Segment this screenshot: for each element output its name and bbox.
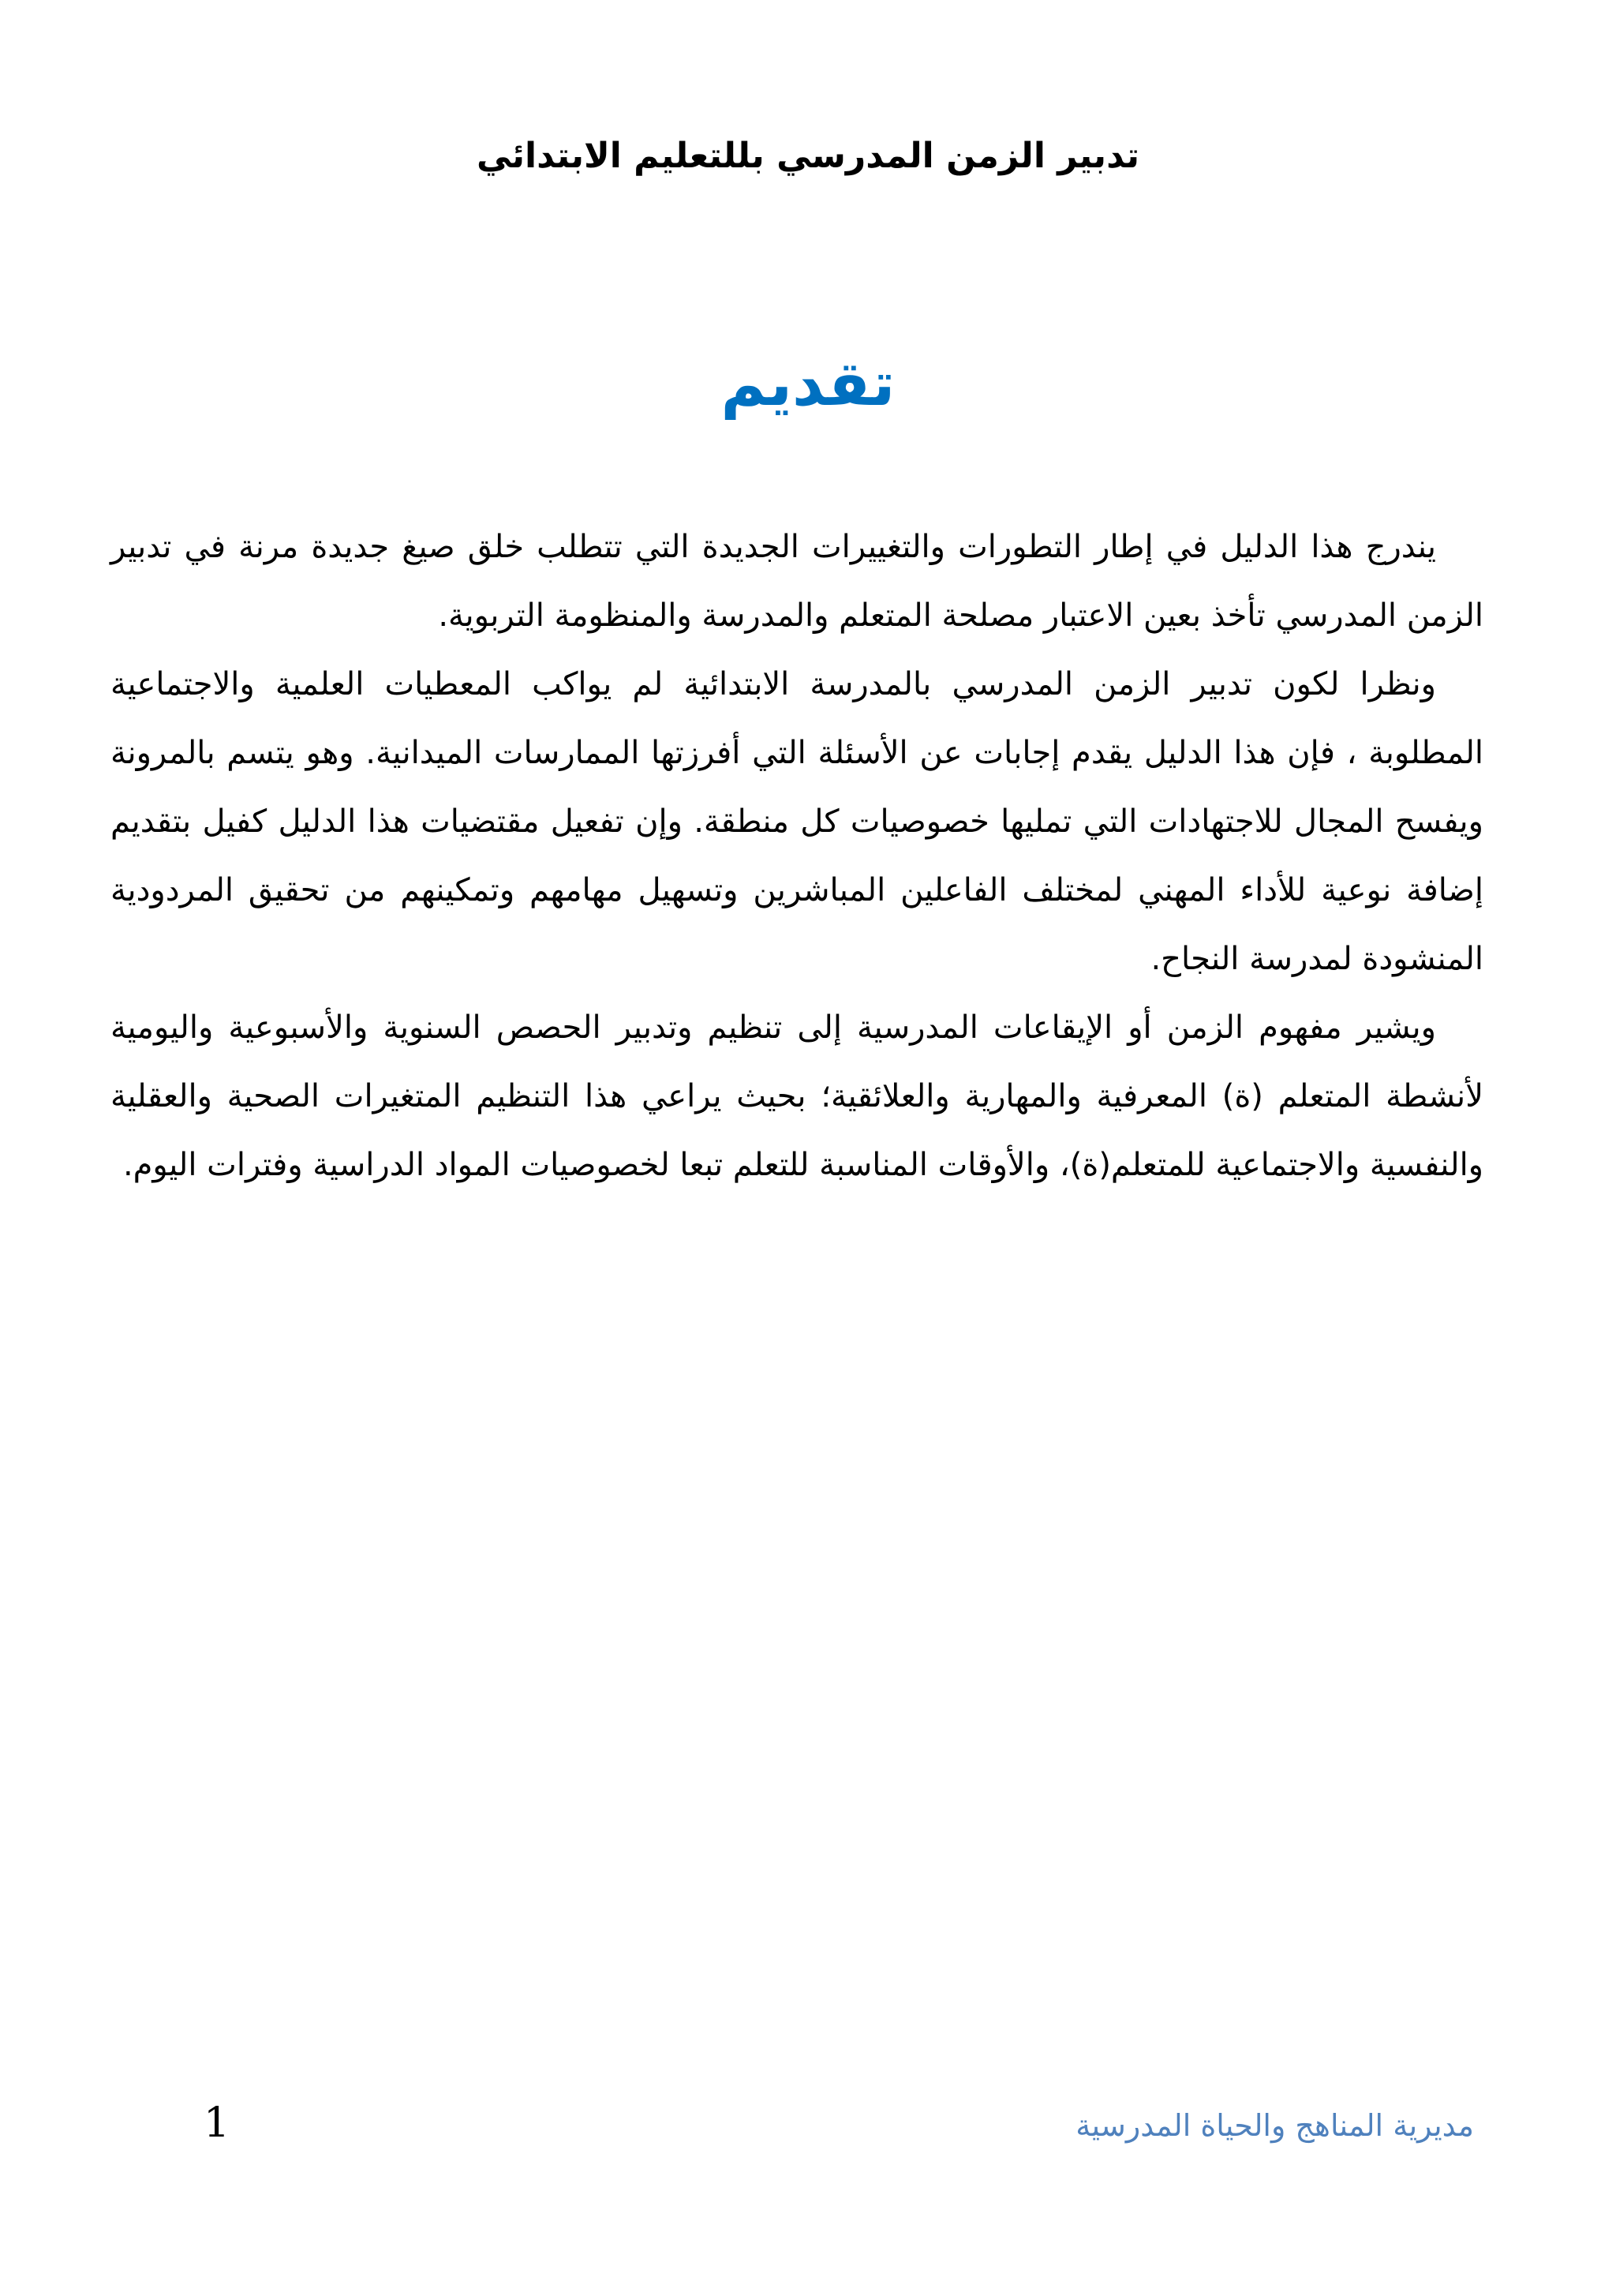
paragraph-intro: يندرج هذا الدليل في إطار التطورات والتغييرات الجديدة التي تتطلب خلق صيغ جديدة مرنة في تدبير الزمن المدرسي تأخذ بعين الاعتبار مصلحة المتعلم والمدرسة والمنظومة التربوية. — [110, 529, 1483, 634]
running-header: تدبير الزمن المدرسي بللتعليم الابتدائي — [476, 136, 1140, 176]
page-number: 1 — [204, 2099, 230, 2147]
paragraph-guide-purpose: ونظرا لكون تدبير الزمن المدرسي بالمدرسة الابتدائية لم يواكب المعطيات العلمية والاجتماعية المطلوبة ، فإن هذا الدليل يقدم إجابات عن الأسئلة التي أفرزتها الممارسات الميدانية. وهو يتسم بالمرونة ويفسح المجال للاجتهادات التي تمليها خصوصيات كل منطقة. وإن تفعيل مقتضيات هذا الدليل كفيل بتقديم إضافة نوعية للأداء المهني لمختلف الفاعلين المباشرين وتسهيل مهامهم وتمكينهم من تحقيق المردودية المنشودة لمدرسة النجاح. — [110, 666, 1483, 977]
footer-directorate: مديرية المناهج والحياة المدرسية — [1075, 2108, 1474, 2143]
paragraph-time-concept: ويشير مفهوم الزمن أو الإيقاعات المدرسية إلى تنظيم وتدبير الحصص السنوية والأسبوعية واليومية لأنشطة المتعلم (ة) المعرفية والمهارية والعلائقية؛ بحيث يراعي هذا التنظيم المتغيرات الصحية والعقلية والنفسية والاجتماعية للمتعلم(ة)، والأوقات المناسبة للتعلم تبعا لخصوصيات المواد الدراسية وفترات اليوم. — [110, 1009, 1483, 1183]
section-title: تقديم — [720, 349, 896, 420]
body-text — [110, 513, 1483, 1200]
